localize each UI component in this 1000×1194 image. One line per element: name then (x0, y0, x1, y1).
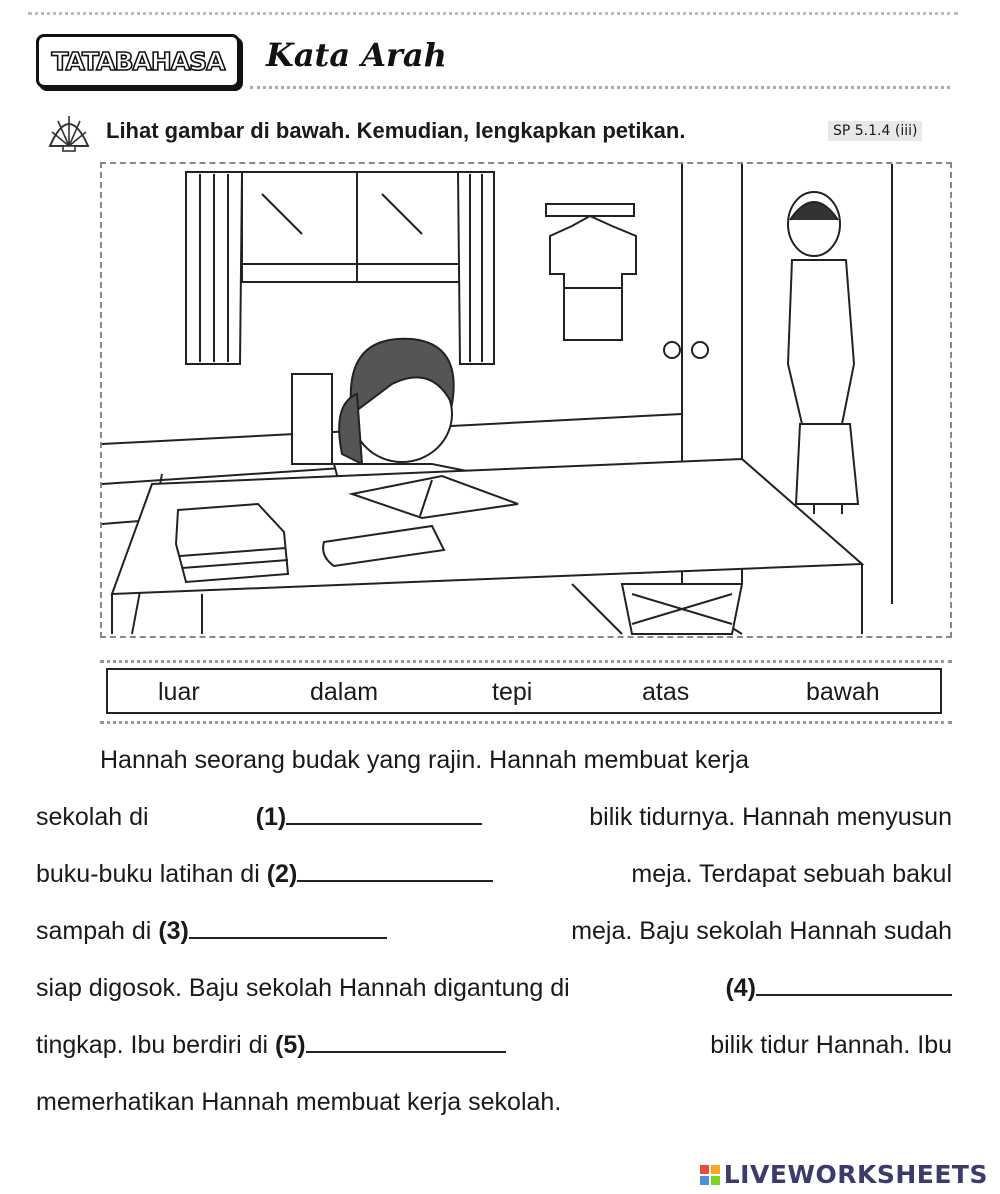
bedroom-illustration (100, 162, 952, 638)
passage-line-3: buku-buku latihan di (2) meja. Terdapat sebuah bakul (36, 860, 952, 888)
shell-icon (44, 106, 94, 161)
logo-square-icon (711, 1165, 720, 1174)
page-title: Kata Arah (266, 36, 447, 74)
blank-number-1: (1) (255, 803, 287, 831)
answer-blank-1[interactable] (286, 822, 482, 825)
word-bank-word: atas (642, 678, 690, 706)
blank-number-2: (2) (266, 860, 298, 888)
passage-line-5: siap digosok. Baju sekolah Hannah digantung di (4) (36, 974, 952, 1003)
blank-number-3: (3) (158, 917, 189, 945)
passage-line-4: sampah di (3) meja. Baju sekolah Hannah sudah (36, 917, 952, 945)
passage-line-2: sekolah di (1) bilik tidurnya. Hannah menyusun (36, 803, 952, 831)
answer-blank-4[interactable] (756, 993, 952, 996)
word-bank-word: dalam (310, 678, 379, 706)
section-badge: TATABAHASA (36, 34, 240, 88)
liveworksheets-logo (700, 1160, 988, 1189)
header-dotted-rule (250, 86, 950, 89)
passage-line-1: Hannah seorang budak yang rajin. Hannah membuat kerja (100, 746, 750, 774)
word-bank-word: luar (158, 678, 200, 706)
word-bank-word: tepi (492, 678, 533, 706)
blank-number-5: (5) (275, 1031, 306, 1059)
passage-line-7: memerhatikan Hannah membuat kerja sekolah. (36, 1088, 562, 1116)
top-dotted-rule (28, 12, 958, 23)
blank-number-4: (4) (725, 974, 756, 1002)
logo-square-icon (711, 1176, 720, 1185)
logo-square-icon (700, 1176, 709, 1185)
word-bank-bottom-rule (100, 721, 952, 724)
answer-blank-2[interactable] (297, 879, 493, 882)
logo-mark-icon (700, 1165, 720, 1185)
word-bank-top-rule (100, 660, 952, 663)
word-bank-word: bawah (806, 678, 880, 706)
answer-blank-3[interactable] (189, 936, 387, 939)
word-bank (106, 668, 942, 714)
logo-square-icon (700, 1165, 709, 1174)
logo-text: LIVEWORKSHEETS (723, 1160, 988, 1189)
standard-code: SP 5.1.4 (iii) (828, 121, 922, 141)
answer-blank-5[interactable] (306, 1050, 506, 1053)
instruction-text: Lihat gambar di bawah. Kemudian, lengkapkan petikan. (106, 118, 686, 143)
passage-line-6: tingkap. Ibu berdiri di (5) bilik tidur Hannah. Ibu (36, 1031, 952, 1059)
